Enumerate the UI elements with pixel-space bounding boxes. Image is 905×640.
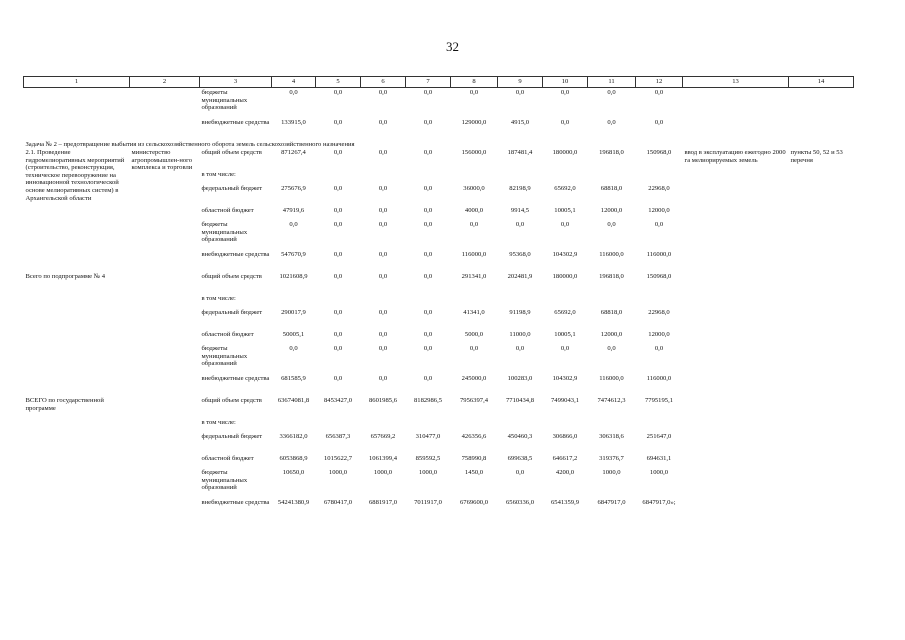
value-cell: 196818,0 — [599, 273, 624, 281]
value-cell — [543, 170, 588, 184]
value-cell: 657669,2 — [370, 433, 396, 441]
value-cell: 41341,0 — [463, 309, 485, 317]
value-cell: 547670,9 — [281, 251, 306, 259]
row-name: ВСЕГО по государственной программе — [25, 397, 104, 412]
value-cell: 0,0 — [654, 221, 664, 229]
value-cell: 758990,8 — [461, 455, 487, 463]
value-cell: 5000,0 — [464, 331, 484, 339]
value-cell: 0,0 — [378, 221, 388, 229]
value-cell: 319376,7 — [599, 455, 624, 463]
value-cell — [316, 170, 361, 184]
value-cell: 646617,2 — [552, 455, 578, 463]
row-source-label: внебюджетные средства — [201, 251, 270, 259]
row-source-label: бюджеты муниципальных образований — [201, 221, 248, 244]
value-cell: 7710434,8 — [505, 397, 535, 405]
value-cell: 22968,0 — [648, 309, 670, 317]
row-source-label: общий объем средств — [201, 273, 262, 281]
row-source-label: внебюджетные средства — [201, 375, 270, 383]
value-cell — [451, 170, 498, 184]
value-cell — [361, 418, 406, 432]
row-reference — [789, 88, 854, 140]
value-cell — [636, 418, 683, 432]
value-cell: 6780417,0 — [323, 499, 353, 507]
value-cell: 202481,9 — [507, 273, 533, 281]
value-cell: 306866,0 — [552, 433, 578, 441]
value-cell: 104302,9 — [552, 251, 578, 259]
value-cell: 187481,4 — [507, 149, 533, 157]
column-header: 1 — [24, 77, 130, 88]
row-source-label: бюджеты муниципальных образований — [201, 345, 248, 368]
value-cell: 1000,0 — [373, 469, 393, 477]
value-cell — [406, 294, 451, 308]
value-cell: 91198,9 — [509, 309, 531, 317]
value-cell: 0,0 — [333, 251, 343, 259]
value-cell — [451, 294, 498, 308]
value-cell: 0,0 — [378, 149, 388, 157]
value-cell: 7474612,3 — [597, 397, 626, 405]
row-source-label: в том числе: — [201, 419, 236, 427]
value-cell: 0,0 — [560, 118, 570, 126]
value-cell: 0,0 — [423, 185, 433, 193]
value-cell: 116000,0 — [599, 375, 624, 383]
column-header: 3 — [200, 77, 272, 88]
row-executor — [130, 88, 200, 140]
value-cell: 0,0 — [333, 273, 343, 281]
value-cell: 0,0 — [333, 375, 343, 383]
value-cell: 7499043,1 — [550, 397, 580, 405]
column-header: 11 — [588, 77, 636, 88]
value-cell: 180000,0 — [552, 273, 578, 281]
value-cell: 156000,0 — [461, 149, 487, 157]
value-cell: 116000,0 — [646, 251, 672, 259]
value-cell — [316, 294, 361, 308]
value-cell: 0,0 — [423, 89, 433, 96]
column-header: 9 — [498, 77, 543, 88]
value-cell: 0,0 — [469, 89, 479, 96]
row-source-label: бюджеты муниципальных образований — [201, 469, 248, 492]
value-cell: 0,0 — [378, 118, 388, 126]
value-cell: 0,0 — [423, 251, 433, 259]
value-cell: 0,0 — [423, 207, 433, 215]
value-cell: 0,0 — [333, 207, 343, 215]
value-cell: 0,0 — [289, 345, 298, 353]
value-cell — [361, 294, 406, 308]
value-cell: 180000,0 — [552, 149, 578, 157]
value-cell: 0,0 — [607, 221, 616, 229]
column-header: 7 — [406, 77, 451, 88]
value-cell: 10650,0 — [282, 469, 305, 477]
row-source-label: федеральный бюджет — [201, 433, 263, 441]
value-cell: 0,0 — [654, 118, 664, 126]
value-cell: 6560336,0 — [505, 499, 535, 507]
value-cell: 10005,1 — [554, 331, 576, 339]
value-cell: 8182986,5 — [413, 397, 443, 405]
value-cell: 0,0 — [333, 89, 343, 96]
value-cell: 0,0 — [333, 331, 343, 339]
value-cell: 0,0 — [378, 331, 388, 339]
value-cell: 12000,0 — [600, 331, 623, 339]
value-cell — [543, 294, 588, 308]
value-cell: 1021608,9 — [279, 273, 308, 281]
value-cell: 0,0 — [333, 309, 343, 317]
value-cell: 116000,0 — [461, 251, 487, 259]
value-cell: 6053868,9 — [279, 455, 308, 463]
value-cell: 65692,0 — [554, 185, 576, 193]
value-cell — [406, 170, 451, 184]
value-cell: 871267,4 — [281, 149, 306, 157]
value-cell: 196818,0 — [599, 149, 624, 157]
row-source-label: в том числе: — [201, 295, 236, 303]
value-cell: 0,0 — [654, 89, 664, 96]
row-name — [24, 88, 130, 140]
value-cell: 0,0 — [333, 345, 343, 353]
row-source-label: в том числе: — [201, 171, 236, 179]
row-indicator — [683, 396, 789, 520]
value-cell: 1000,0 — [602, 469, 621, 477]
value-cell: 0,0 — [560, 89, 570, 96]
page-number: 32 — [446, 39, 459, 54]
value-cell: 3366182,0 — [279, 433, 308, 441]
value-cell: 859592,5 — [415, 455, 441, 463]
value-cell: 0,0 — [423, 273, 433, 281]
value-cell — [543, 418, 588, 432]
value-cell: 133915,0 — [281, 118, 306, 126]
value-cell: 0,0 — [423, 221, 433, 229]
value-cell: 129000,0 — [461, 118, 487, 126]
column-header: 12 — [636, 77, 683, 88]
value-cell — [272, 170, 316, 184]
value-cell: 6541359,9 — [550, 499, 580, 507]
value-cell — [498, 418, 543, 432]
value-cell: 251647,0 — [646, 433, 672, 441]
value-cell: 0,0 — [560, 345, 570, 353]
row-source-label: федеральный бюджет — [201, 185, 263, 193]
value-cell: 150968,0 — [646, 149, 672, 157]
value-cell — [451, 418, 498, 432]
value-cell: 12000,0 — [648, 207, 670, 215]
value-cell: 8453427,0 — [323, 397, 353, 405]
value-cell: 0,0 — [378, 345, 388, 353]
row-reference — [789, 396, 854, 520]
value-cell: 290017,9 — [281, 309, 306, 317]
value-cell: 95368,0 — [509, 251, 531, 259]
value-cell: 0,0 — [469, 221, 479, 229]
value-cell: 1000,0 — [328, 469, 348, 477]
value-cell: 0,0 — [423, 149, 433, 157]
row-executor — [130, 396, 200, 520]
value-cell: 275676,9 — [281, 185, 306, 193]
value-cell: 0,0 — [469, 345, 479, 353]
value-cell: 0,0 — [378, 251, 388, 259]
value-cell: 245000,0 — [461, 375, 487, 383]
value-cell: 0,0 — [515, 345, 525, 353]
row-source-label: областной бюджет — [201, 455, 254, 463]
value-cell: 1061399,4 — [368, 455, 398, 463]
column-header: 8 — [451, 77, 498, 88]
value-cell: 0,0 — [515, 89, 525, 96]
value-cell: 63674081,8 — [277, 397, 310, 405]
row-name: Всего по подпрограмме № 4 — [25, 273, 105, 281]
value-cell — [272, 294, 316, 308]
row-source-label: внебюджетные средства — [201, 499, 270, 507]
value-cell: 68818,0 — [600, 309, 623, 317]
row-source-label: общий объем средств — [201, 397, 262, 405]
value-cell: 306318,6 — [599, 433, 624, 441]
value-cell: 22968,0 — [648, 185, 670, 193]
row-indicator — [683, 88, 789, 140]
value-cell: 0,0 — [423, 118, 433, 126]
value-cell: 0,0 — [289, 221, 298, 229]
value-cell: 68818,0 — [600, 185, 623, 193]
value-cell: 0,0 — [378, 375, 388, 383]
value-cell: 0,0 — [289, 89, 298, 96]
row-source-label: областной бюджет — [201, 207, 254, 215]
value-cell: 6847917,0 — [597, 499, 626, 507]
value-cell — [498, 294, 543, 308]
value-cell — [588, 418, 636, 432]
value-cell: 0,0 — [423, 345, 433, 353]
value-cell: 36000,0 — [463, 185, 485, 193]
row-source-label: бюджеты муниципальных образований — [201, 89, 248, 112]
value-cell: 656387,3 — [325, 433, 351, 441]
value-cell: 0,0 — [378, 185, 388, 193]
value-cell: 7011917,0 — [414, 499, 442, 507]
value-cell: 1015622,7 — [323, 455, 353, 463]
column-header: 14 — [789, 77, 854, 88]
task-title: Задача № 2 – предотвращение выбытия из сельскохозяйственного оборота земель сельскохозяйственного назначения — [25, 140, 355, 148]
table-body — [24, 88, 854, 521]
value-cell: 104302,9 — [552, 375, 578, 383]
row-reference: пункты 50, 52 и 53 перечня — [790, 149, 843, 164]
value-cell: 426356,6 — [461, 433, 487, 441]
value-cell: 0,0 — [607, 118, 616, 126]
value-cell: 116000,0 — [646, 375, 672, 383]
value-cell: 0,0 — [378, 89, 388, 96]
value-cell: 0,0 — [423, 375, 433, 383]
value-cell: 47919,6 — [282, 207, 305, 215]
value-cell: 694631,1 — [646, 455, 672, 463]
value-cell: 150968,0 — [646, 273, 672, 281]
budget-table — [23, 76, 854, 520]
column-header: 10 — [543, 77, 588, 88]
value-cell: 0,0 — [423, 309, 433, 317]
value-cell: 8601985,6 — [368, 397, 398, 405]
row-source-label: внебюджетные средства — [201, 118, 270, 126]
value-cell: 116000,0 — [599, 251, 624, 259]
row-executor — [130, 272, 200, 396]
value-cell: 0,0 — [333, 185, 343, 193]
value-cell: 50005,1 — [282, 331, 305, 339]
table-row — [24, 272, 854, 294]
value-cell — [636, 294, 683, 308]
value-cell: 310477,0 — [415, 433, 441, 441]
value-cell: 0,0 — [560, 221, 570, 229]
table-row — [24, 88, 854, 118]
value-cell: 0,0 — [607, 345, 616, 353]
table-row — [24, 396, 854, 418]
value-cell: 681585,9 — [281, 375, 306, 383]
value-cell: 0,0 — [654, 345, 664, 353]
value-cell: 10005,1 — [554, 207, 576, 215]
value-cell: 1450,0 — [464, 469, 484, 477]
value-cell: 450460,3 — [507, 433, 533, 441]
task-row — [24, 140, 854, 149]
value-cell: 0,0 — [515, 469, 525, 477]
value-cell: 82198,9 — [509, 185, 531, 193]
column-header-row — [24, 77, 854, 88]
value-cell: 0,0 — [333, 149, 343, 157]
value-cell: 0,0 — [607, 89, 616, 96]
value-cell — [636, 170, 683, 184]
value-cell — [316, 418, 361, 432]
table-row — [24, 148, 854, 170]
value-cell: 4200,0 — [555, 469, 575, 477]
value-cell: 0,0 — [333, 221, 343, 229]
row-executor: министерство агропромышлен-ного комплекса и торговли — [131, 149, 193, 172]
row-source-label: федеральный бюджет — [201, 309, 263, 317]
value-cell: 0,0 — [515, 221, 525, 229]
value-cell: 7956397,4 — [459, 397, 489, 405]
value-cell: 65692,0 — [554, 309, 576, 317]
value-cell: 7795195,1 — [644, 397, 674, 405]
value-cell: 699638,5 — [507, 455, 533, 463]
value-cell: 0,0 — [378, 309, 388, 317]
column-header: 6 — [361, 77, 406, 88]
value-cell — [406, 418, 451, 432]
value-cell: 9914,5 — [510, 207, 530, 215]
value-cell: 0,0 — [333, 118, 343, 126]
value-cell: 291341,0 — [461, 273, 487, 281]
value-cell: 6881917,0 — [368, 499, 398, 507]
value-cell — [361, 170, 406, 184]
column-header: 4 — [272, 77, 316, 88]
value-cell — [588, 170, 636, 184]
value-cell: 4000,0 — [464, 207, 484, 215]
column-header: 2 — [130, 77, 200, 88]
value-cell: 0,0 — [378, 207, 388, 215]
row-name: 2.1. Проведение гидромелиоративных мероприятий (строительство, реконструкция, техническое перевооружение на инновационной технологической основе мелиоративных систем) в Архангельской области — [25, 149, 125, 202]
column-header: 5 — [316, 77, 361, 88]
value-cell: 0,0 — [378, 273, 388, 281]
value-cell: 4915,0 — [510, 118, 530, 126]
value-cell: 1000,0 — [418, 469, 438, 477]
row-indicator: ввод в эксплуатацию ежегодно 2000 га мелиорируемых земель — [684, 149, 786, 164]
row-source-label: областной бюджет — [201, 331, 254, 339]
row-indicator — [683, 272, 789, 396]
value-cell: 11000,0 — [509, 331, 531, 339]
row-reference — [789, 272, 854, 396]
value-cell — [498, 170, 543, 184]
value-cell: 1000,0 — [649, 469, 669, 477]
value-cell: 54241380,9 — [277, 499, 310, 507]
value-cell: 12000,0 — [648, 331, 670, 339]
row-source-label: общий объем средств — [201, 149, 262, 157]
value-cell: 100283,0 — [507, 375, 533, 383]
value-cell: 0,0 — [423, 331, 433, 339]
value-cell — [272, 418, 316, 432]
value-cell: 6847917,0»; — [642, 499, 676, 507]
value-cell: 6769600,0 — [459, 499, 489, 507]
value-cell: 12000,0 — [600, 207, 623, 215]
column-header: 13 — [683, 77, 789, 88]
value-cell — [588, 294, 636, 308]
